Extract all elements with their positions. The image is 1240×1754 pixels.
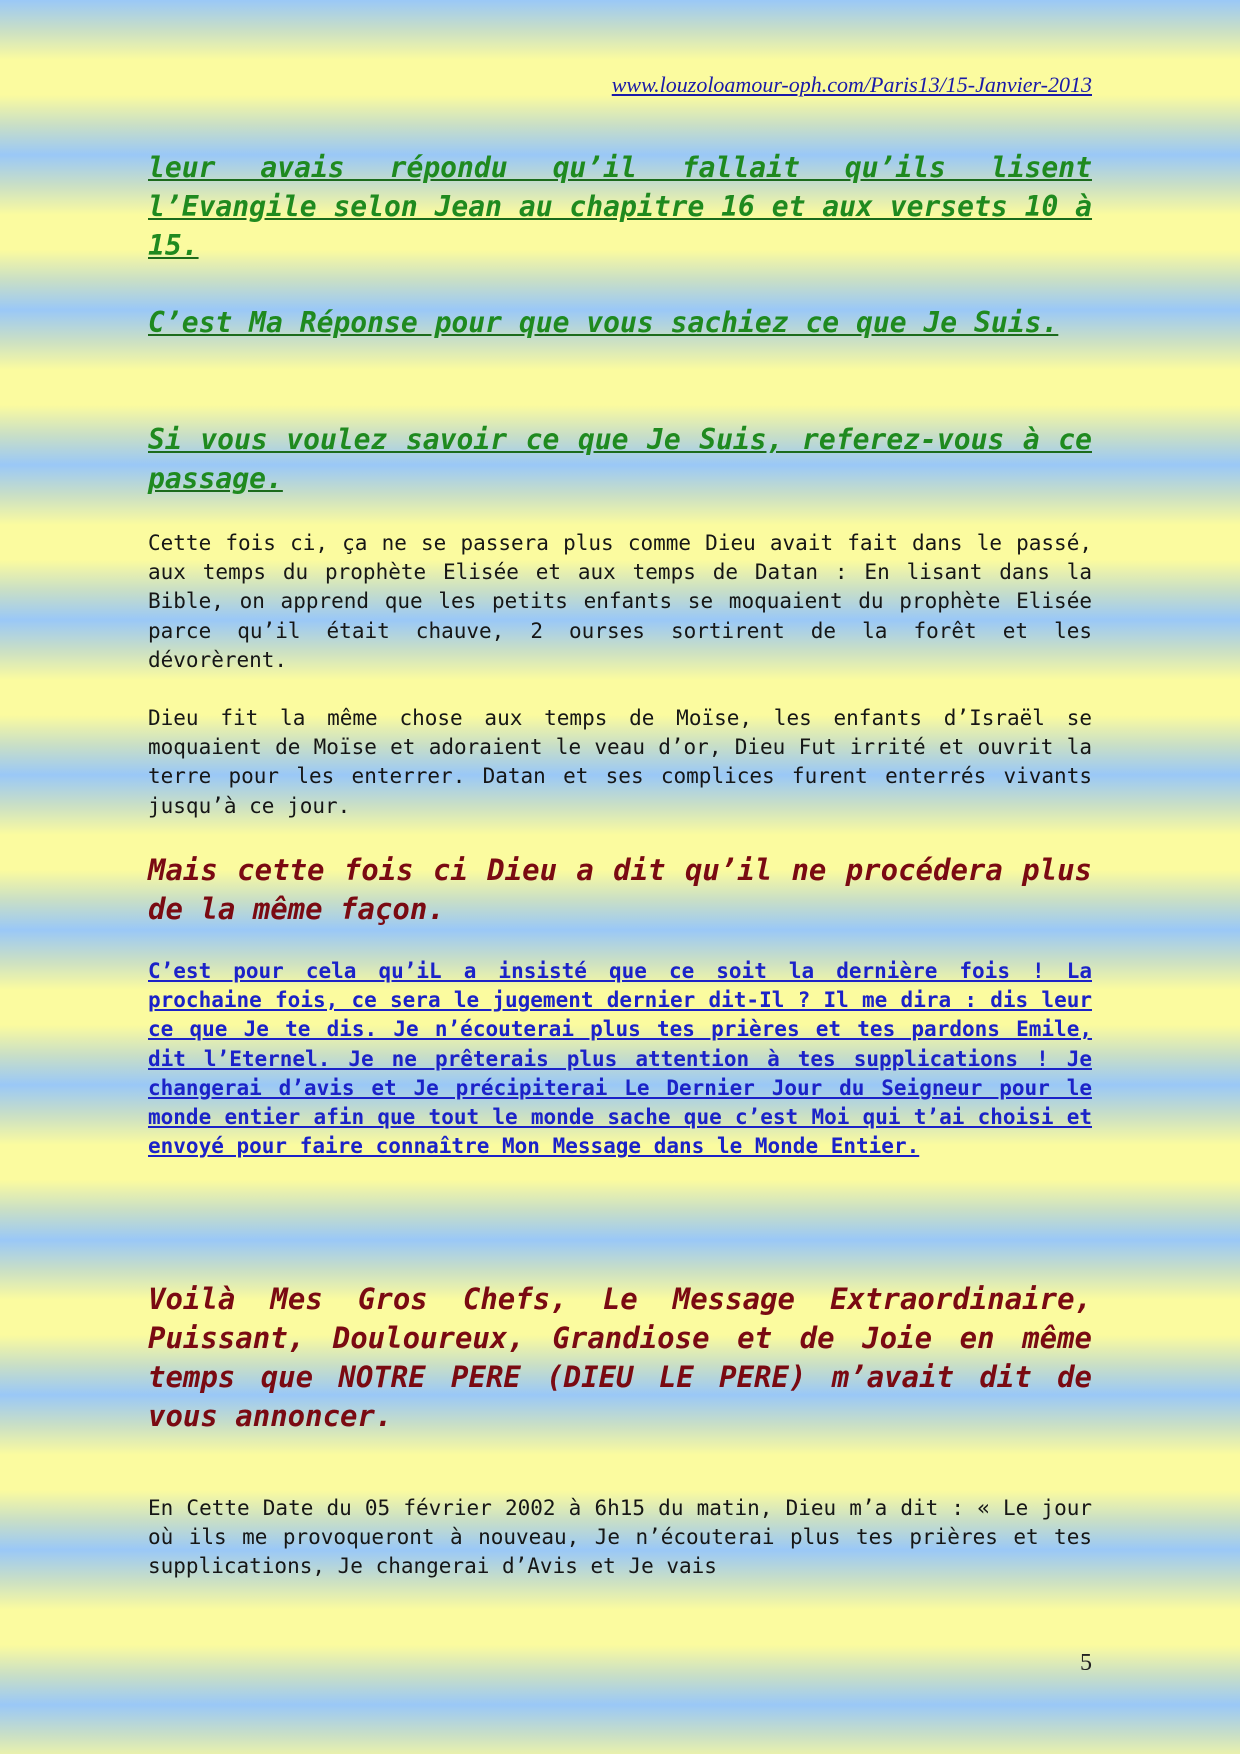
paragraph-green-2: C’est Ma Réponse pour que vous sachiez ce que Je Suis. <box>148 306 1059 339</box>
paragraph-green-3: Si vous voulez savoir ce que Je Suis, referez-vous à ce passage. <box>148 423 1092 495</box>
paragraph-body-1: Cette fois ci, ça ne se passera plus comme Dieu avait fait dans le passé, aux temps du prophète Elisée et aux temps de Datan : En lisant dans la Bible, on apprend que les petits enfants se moquaient du prophète Elisée parce qu’il était chauve, 2 ourses sortirent de la forêt et les dévorèrent. <box>148 531 1092 672</box>
paragraph-body-2: Dieu fit la même chose aux temps de Moïse, les enfants d’Israël se moquaient de Moïse et adoraient le veau d’or, Dieu Fut irrité et ouvrit la terre pour les enterrer. Datan et ses complices furent enterrés vivants jusqu’à ce jour. <box>148 706 1092 818</box>
paragraph-body-3: En Cette Date du 05 février 2002 à 6h15 du matin, Dieu m’a dit : « Le jour où ils me provoqueront à nouveau, Je n’écouterai plus tes prières et tes supplications, Je changerai d’Avis et Je vais <box>148 1496 1092 1579</box>
paragraph-green-1: leur avais répondu qu’il fallait qu’ils lisent l’Evangile selon Jean au chapitre 16 et aux versets 10 à 15. <box>148 151 1093 262</box>
paragraph-red-2: Voilà Mes Gros Chefs, Le Message Extraordinaire, Puissant, Douloureux, Grandiose et de Joie en même temps que NOTRE PERE (DIEU LE PERE) m’avait dit de vous annoncer. <box>148 1282 1092 1433</box>
paragraph-blue-underlined: C’est pour cela qu’iL a insisté que ce soit la dernière fois ! La prochaine fois, ce sera le jugement dernier dit-Il ? Il me dira : dis leur ce que Je te dis. Je n’écouterai plus tes prières et tes pardons Emile, dit l’Eternel. Je ne prêterais plus attention à tes supplications ! Je changerai d’avis et Je précipiterai Le Dernier Jour du Seigneur pour le monde entier afin que tout le monde sache que c’est Moi qui t’ai choisi et envoyé pour faire connaître Mon Message dans le Monde Entier. <box>148 959 1092 1159</box>
page-number: 5 <box>1080 1650 1092 1676</box>
header-url-link[interactable]: www.louzoloamour-oph.com/Paris13/15-Janvier-2013 <box>611 72 1092 97</box>
paragraph-red-1: Mais cette fois ci Dieu a dit qu’il ne procédera plus de la même façon. <box>148 853 1092 926</box>
